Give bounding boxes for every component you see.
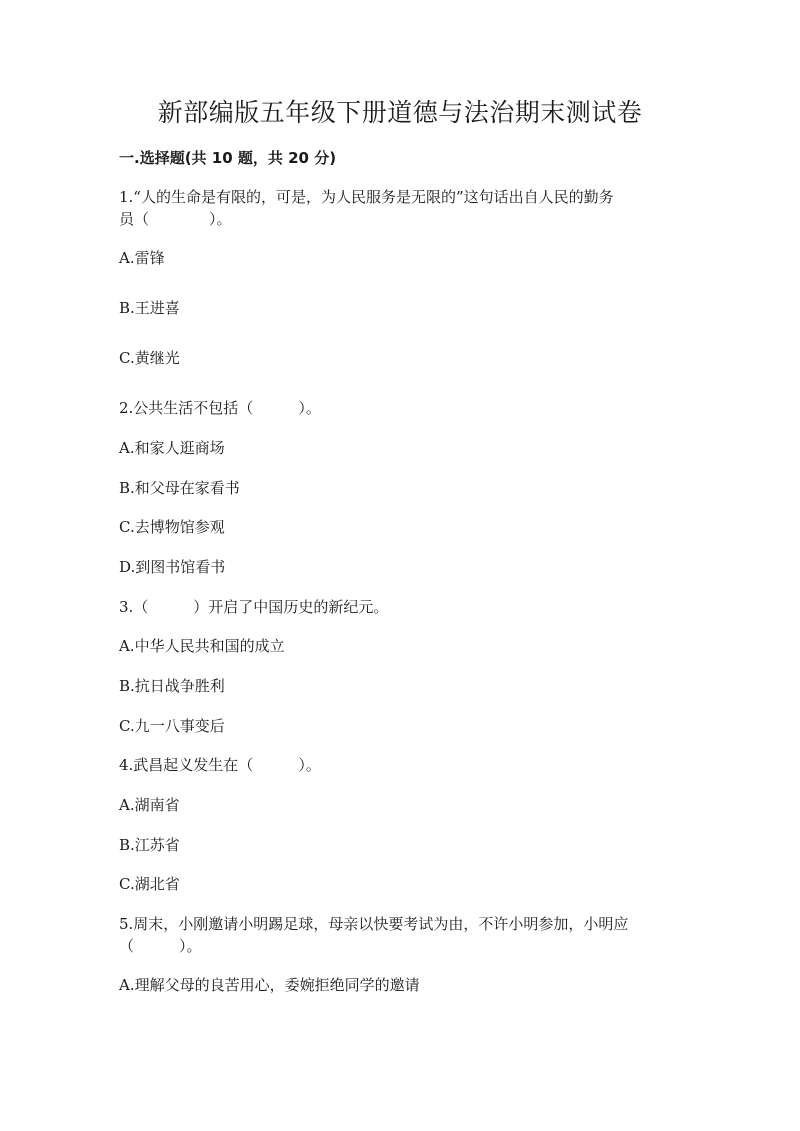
section-heading: 一.选择题(共 10 题，共 20 分) xyxy=(119,149,337,167)
question-1-option-a: A.雷锋 xyxy=(119,249,165,267)
page-title: 新部编版五年级下册道德与法治期末测试卷 xyxy=(157,98,643,127)
question-5-option-a: A.理解父母的良苦用心，委婉拒绝同学的邀请 xyxy=(119,976,420,994)
question-2-option-a: A.和家人逛商场 xyxy=(119,439,225,457)
question-2-option-b: B.和父母在家看书 xyxy=(119,479,240,497)
question-3-option-b: B.抗日战争胜利 xyxy=(119,677,225,695)
question-4-option-c: C.湖北省 xyxy=(119,875,180,893)
question-5-stem-line-1: 5.周末，小刚邀请小明踢足球，母亲以快要考试为由，不许小明参加，小明应 xyxy=(119,915,629,933)
question-2-option-d: D.到图书馆看书 xyxy=(119,558,226,576)
question-1-option-c: C.黄继光 xyxy=(119,349,180,367)
question-1-stem-line-2: 员（ ）。 xyxy=(119,210,232,228)
question-3-option-c: C.九一八事变后 xyxy=(119,717,225,735)
question-1-option-b: B.王进喜 xyxy=(119,299,180,317)
question-1-stem-line-1: 1.“人的生命是有限的，可是，为人民服务是无限的”这句话出自人民的勤务 xyxy=(119,188,614,206)
question-4-option-b: B.江苏省 xyxy=(119,836,180,854)
question-5-stem-line-2: （ ）。 xyxy=(119,937,202,955)
question-3-stem: 3.（ ）开启了中国历史的新纪元。 xyxy=(119,598,389,616)
question-4-option-a: A.湖南省 xyxy=(119,796,180,814)
question-4-stem: 4.武昌起义发生在（ ）。 xyxy=(119,756,321,774)
question-2-option-c: C.去博物馆参观 xyxy=(119,518,225,536)
question-3-option-a: A.中华人民共和国的成立 xyxy=(119,637,285,655)
question-2-stem: 2.公共生活不包括（ ）。 xyxy=(119,399,321,417)
